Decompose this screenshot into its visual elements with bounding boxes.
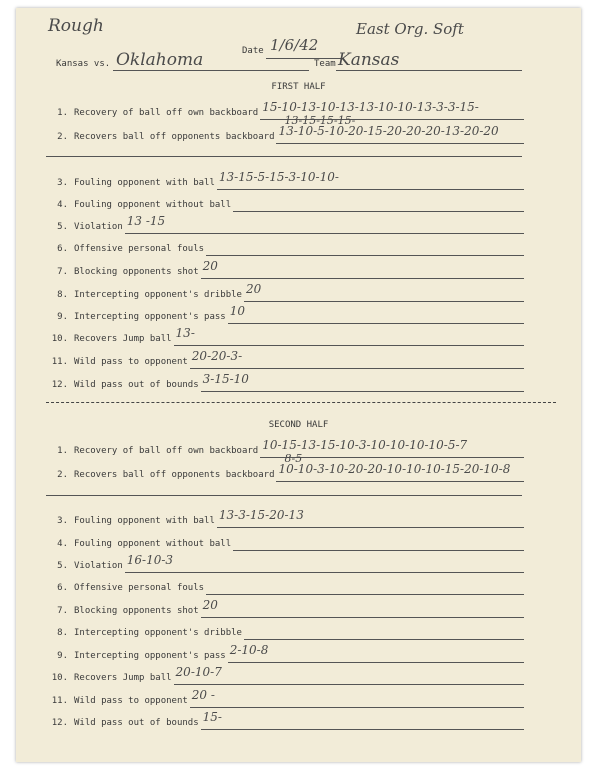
row-number: 4. (57, 539, 68, 549)
first-half-title: FIRST HALF (271, 82, 326, 92)
stat-row (16, 240, 581, 260)
row-number: 1. (57, 446, 68, 456)
answer-rule (233, 211, 524, 212)
row-number: 11. (51, 357, 68, 367)
stat-row (16, 508, 581, 532)
row-number: 7. (57, 606, 68, 616)
stat-row (16, 665, 581, 689)
row-label: Blocking opponents shot (74, 267, 199, 277)
row-value: 20 (245, 282, 262, 296)
stat-row (16, 624, 581, 644)
kansas-vs-label: Kansas vs. (56, 59, 111, 69)
stat-row (16, 688, 581, 712)
row-label: Recovery of ball off own backboard (74, 446, 259, 456)
answer-rule (244, 301, 524, 302)
row-label: Offensive personal fouls (74, 583, 205, 593)
stat-row (16, 170, 581, 194)
answer-rule (174, 684, 524, 685)
stat-row (16, 114, 581, 148)
row-number: 4. (57, 200, 68, 210)
row-value: 13-15-5-15-3-10-10- (218, 170, 339, 184)
answer-rule (201, 729, 524, 730)
row-label: Wild pass to opponent (74, 696, 188, 706)
row-value: 20 - (191, 688, 215, 702)
row-number: 2. (57, 132, 68, 142)
row-label: Fouling opponent without ball (74, 539, 232, 549)
row-number: 1. (57, 108, 68, 118)
row-label: Intercepting opponent's pass (74, 651, 226, 661)
row-value: 20-10-7 (175, 665, 222, 679)
row-label: Violation (74, 222, 123, 232)
row-number: 5. (57, 561, 68, 571)
stat-row (16, 259, 581, 283)
row-value: 3-15-10 (202, 372, 249, 386)
stat-row (16, 349, 581, 373)
team-label: Team (314, 59, 336, 69)
row-label: Recovers Jump ball (74, 673, 172, 683)
second-half-title: SECOND HALF (268, 420, 329, 430)
row-value: 10-10-3-10-20-20-10-10-10-15-20-10-8 (278, 462, 511, 476)
row-value: 20-20-3- (191, 349, 243, 363)
row-label: Wild pass out of bounds (74, 718, 199, 728)
stat-row (16, 579, 581, 599)
stat-row (16, 326, 581, 350)
date-value: 1/6/42 (270, 36, 319, 54)
row-value-above: 8-5 (284, 452, 303, 465)
row-number: 12. (51, 718, 68, 728)
answer-rule (244, 639, 524, 640)
answer-rule (228, 662, 524, 663)
date-label: Date (242, 46, 264, 56)
stat-row (16, 452, 581, 486)
corner-note: Rough (48, 16, 104, 36)
row-number: 6. (57, 583, 68, 593)
row-label: Intercepting opponent's pass (74, 312, 226, 322)
row-label: Violation (74, 561, 123, 571)
team-rule (336, 70, 522, 71)
extra-writing-rule (46, 156, 522, 157)
row-label: Intercepting opponent's dribble (74, 290, 242, 300)
answer-rule (217, 189, 524, 190)
row-number: 5. (57, 222, 68, 232)
answer-rule (228, 323, 524, 324)
row-number: 3. (57, 516, 68, 526)
row-number: 11. (51, 696, 68, 706)
opponent-rule (113, 70, 309, 71)
stat-row (16, 643, 581, 667)
row-value: 2-10-8 (229, 643, 269, 657)
row-number: 10. (51, 673, 68, 683)
row-label: Blocking opponents shot (74, 606, 199, 616)
stat-row (16, 598, 581, 622)
row-number: 7. (57, 267, 68, 277)
row-value: 20 (202, 598, 218, 612)
row-value: 15-10-13-10-13-13-10-10-13-3-3-15- (262, 100, 479, 114)
row-number: 6. (57, 244, 68, 254)
stat-row (16, 710, 581, 734)
opponent-name: Oklahoma (116, 50, 204, 70)
row-label: Fouling opponent with ball (74, 516, 215, 526)
stat-row (16, 214, 581, 238)
row-label: Recovers Jump ball (74, 334, 172, 344)
row-label: Wild pass to opponent (74, 357, 188, 367)
row-number: 9. (57, 312, 68, 322)
top-right-note: East Org. Soft (356, 20, 464, 38)
row-label: Recovery of ball off own backboard (74, 108, 259, 118)
row-number: 10. (51, 334, 68, 344)
row-value: 13- (175, 326, 195, 340)
stat-row (16, 196, 581, 216)
answer-rule (125, 233, 524, 234)
row-value: 10-15-13-15-10-3-10-10-10-10-5-7 (262, 438, 468, 452)
stat-row (16, 535, 581, 555)
stat-row (16, 282, 581, 306)
row-number: 2. (57, 470, 68, 480)
row-label: Wild pass out of bounds (74, 380, 199, 390)
row-label: Fouling opponent without ball (74, 200, 232, 210)
row-value: 13 -15 (126, 214, 166, 228)
row-value: 10 (229, 304, 245, 318)
answer-rule (125, 572, 524, 573)
row-label: Intercepting opponent's dribble (74, 628, 242, 638)
answer-rule (276, 481, 524, 482)
answer-rule (276, 143, 524, 144)
extra-writing-rule (46, 495, 522, 496)
answer-rule (190, 368, 524, 369)
row-label: Fouling opponent with ball (74, 178, 215, 188)
row-number: 9. (57, 651, 68, 661)
stat-row (16, 304, 581, 328)
answer-rule (201, 617, 524, 618)
answer-rule (201, 391, 524, 392)
answer-rule (190, 707, 524, 708)
row-value: 16-10-3 (126, 553, 174, 567)
row-number: 12. (51, 380, 68, 390)
answer-rule (201, 278, 524, 279)
row-number: 8. (57, 290, 68, 300)
row-value-above: 13-15-15-15- (284, 114, 356, 127)
scoresheet-paper (16, 8, 581, 762)
row-label: Recovers ball off opponents backboard (74, 470, 275, 480)
row-value: 20 (202, 259, 218, 273)
half-divider (46, 402, 556, 403)
row-value: 13-3-15-20-13 (218, 508, 304, 522)
row-number: 8. (57, 628, 68, 638)
row-value: 13-10-5-10-20-15-20-20-20-13-20-20 (278, 124, 499, 138)
row-number: 3. (57, 178, 68, 188)
answer-rule (206, 594, 524, 595)
answer-rule (206, 255, 524, 256)
stat-row (16, 553, 581, 577)
stat-row (16, 372, 581, 396)
answer-rule (233, 550, 524, 551)
answer-rule (174, 345, 524, 346)
team-name: Kansas (338, 50, 400, 70)
row-label: Offensive personal fouls (74, 244, 205, 254)
answer-rule (217, 527, 524, 528)
row-value: 15- (202, 710, 222, 724)
row-label: Recovers ball off opponents backboard (74, 132, 275, 142)
